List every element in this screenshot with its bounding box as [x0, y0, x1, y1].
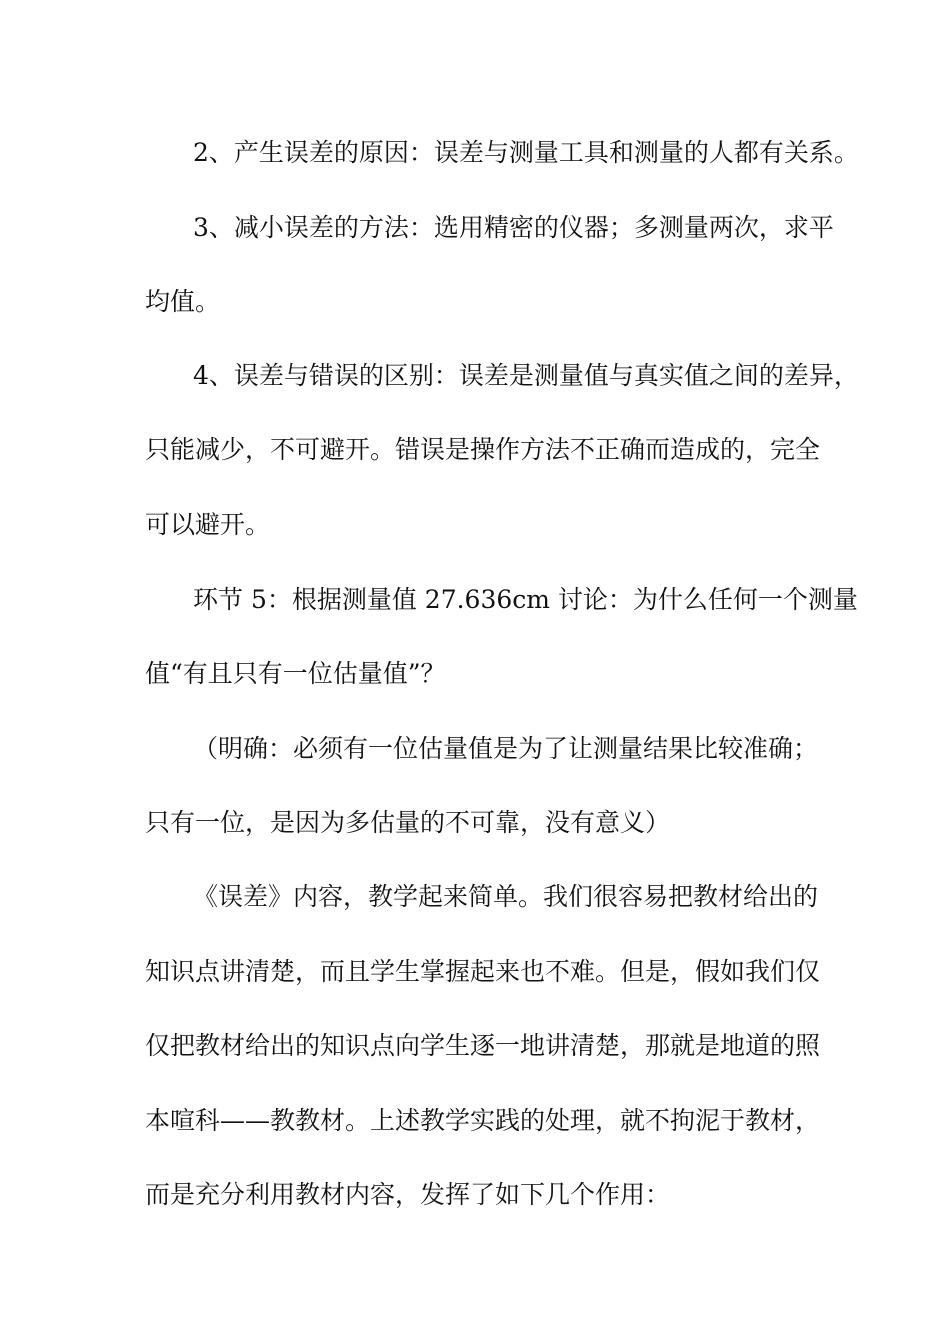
paragraph-line: 只能减少，不可避开。错误是操作方法不正确而造成的，完全: [145, 435, 821, 464]
paragraph-line: 可以避开。: [145, 510, 271, 539]
paragraph-line: 本喧科——教教材。上述教学实践的处理，就不拘泥于教材，: [145, 1106, 821, 1135]
paragraph-line: 仅把教材给出的知识点向学生逐一地讲清楚，那就是地道的照: [145, 1031, 821, 1060]
paragraph-line: 4、误差与错误的区别：误差是测量值与真实值之间的差异，: [193, 361, 859, 390]
paragraph-line: 2、产生误差的原因：误差与测量工具和测量的人都有关系。: [193, 138, 859, 167]
paragraph-line: 环节 5：根据测量值 27.636cm 讨论：为什么任何一个测量: [193, 585, 858, 614]
paragraph-line: 只有一位，是因为多估量的不可靠，没有意义）: [145, 808, 671, 837]
paragraph-line: （明确：必须有一位估量值是为了让测量结果比较准确；: [193, 734, 819, 763]
paragraph-line: 3、减小误差的方法：选用精密的仪器；多测量两次，求平: [193, 213, 834, 242]
paragraph-line: 而是充分利用教材内容，发挥了如下几个作用：: [145, 1180, 671, 1209]
paragraph-line: 值“有且只有一位估量值”？: [145, 659, 446, 688]
paragraph-line: 知识点讲清楚，而且学生掌握起来也不难。但是，假如我们仅: [145, 957, 821, 986]
paragraph-line: 均值。: [145, 287, 221, 316]
paragraph-line: 《误差》内容，教学起来简单。我们很容易把教材给出的: [193, 882, 819, 911]
